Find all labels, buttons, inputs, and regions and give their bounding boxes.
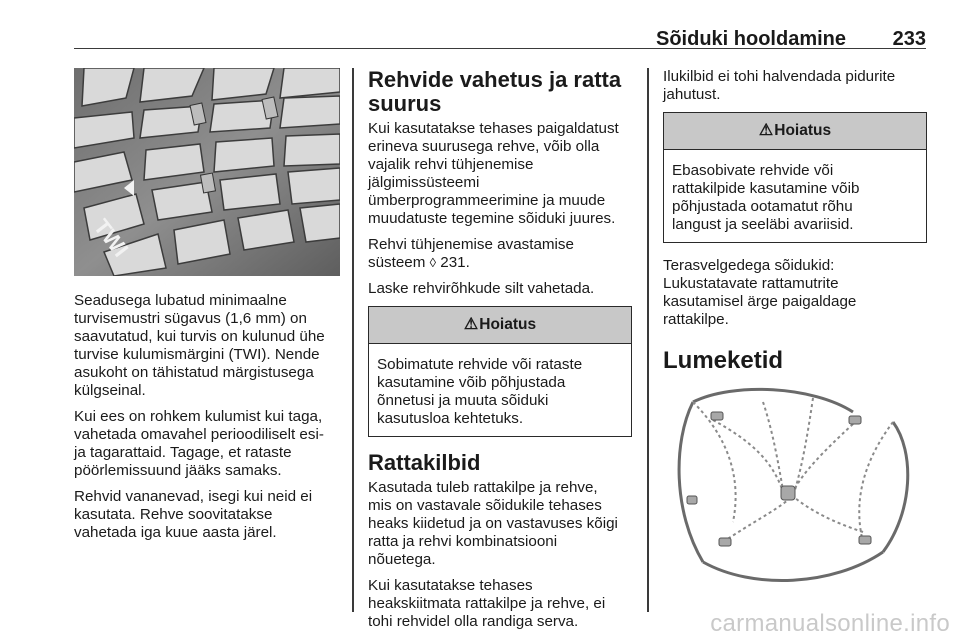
page-reference-arrow-icon: ◊ <box>429 255 437 270</box>
watermark: carmanualsonline.info <box>710 610 950 637</box>
paragraph: Kui kasutatakse tehases heakskiitmata rattakilpe ja rehve, ei tohi rehvidel olla randiga serva. <box>368 577 606 630</box>
column-3 <box>663 68 927 379</box>
paragraph: Ilukilbid ei tohi halvendada pidurite jahutust. <box>663 68 896 103</box>
snow-chains-illustration <box>663 372 925 594</box>
warning-text: Sobimatute rehvide või rataste kasutamine võib põhjustada õnnetusi ja muuta sõiduki kasutusloa kehtetuks. <box>377 356 583 427</box>
warning-text: Ebasobivate rehvide või rattakilpide kasutamine võib põhjustada ootamatut rõhu langust ja seeläbi avariisid. <box>672 162 860 233</box>
tire-tread-icon <box>74 68 340 276</box>
paragraph: Terasvelgedega sõidukid: Lukustatavate rattamutrite kasutamisel ärge paigaldage rattakilpe. <box>663 257 857 328</box>
warning-title: Hoiatus <box>479 316 537 333</box>
section-title: Sõiduki hooldamine <box>655 28 846 50</box>
column-divider-2 <box>647 68 649 612</box>
paragraph: Seadusega lubatud minimaalne turvisemustri sügavus (1,6 mm) on saavutatud, kui turvis on kulunud ühe turvise kulumismärgini (TWI). Nende asukoht on tähistatud märgistusega külgseinal. <box>74 292 325 399</box>
paragraph: Laske rehvirõhkude silt vahetada. <box>368 280 595 297</box>
column-1-text <box>74 292 346 550</box>
warning-title: Hoiatus <box>774 122 832 139</box>
paragraph: Kasutada tuleb rattakilpe ja rehve, mis on vastavale sõidukile tehases heaks kiidetud ja on vastavuses kõigi ratta ja rehvi kombinatsiooni nõuetega. <box>368 479 618 568</box>
section-heading: Rattakilbid <box>368 450 481 475</box>
page-number: 233 <box>892 28 926 50</box>
section-heading: Lumeketid <box>663 347 784 374</box>
paragraph: Kui kasutatakse tehases paigaldatust erineva suurusega rehve, võib olla vajalik rehvi tühjenemise jälgimissüsteemi ümberprogrammeerimine ja muude muudatuste tegemine sõiduki juures. <box>368 120 619 227</box>
paragraph: Rehvid vananevad, isegi kui neid ei kasutata. Rehve soovitatakse vahetada iga kuue aasta järel. <box>74 488 313 541</box>
column-divider-1 <box>352 68 354 612</box>
twi-marker-label: TWI <box>88 214 134 262</box>
paragraph-with-reference <box>368 236 632 272</box>
warning-header <box>369 307 631 344</box>
warning-triangle-icon: ⚠ <box>463 316 479 333</box>
tire-tread-illustration <box>74 68 340 276</box>
column-2 <box>368 68 632 639</box>
warning-header <box>664 113 926 150</box>
page-reference[interactable]: 231. <box>436 254 470 271</box>
section-heading: Rehvide vahetus ja ratta suurus <box>368 67 622 116</box>
warning-box <box>368 306 632 437</box>
warning-triangle-icon: ⚠ <box>758 122 774 139</box>
page-header <box>74 14 926 49</box>
snow-chain-icon <box>663 372 925 594</box>
warning-box <box>663 112 927 243</box>
paragraph-text: Rehvi tühjenemise avastamise süsteem <box>368 236 574 271</box>
paragraph: Kui ees on rohkem kulumist kui taga, vahetada omavahel perioodiliselt esi- ja tagarattaid. Tagage, et rataste pöörlemissuund jääks samaks. <box>74 408 324 479</box>
